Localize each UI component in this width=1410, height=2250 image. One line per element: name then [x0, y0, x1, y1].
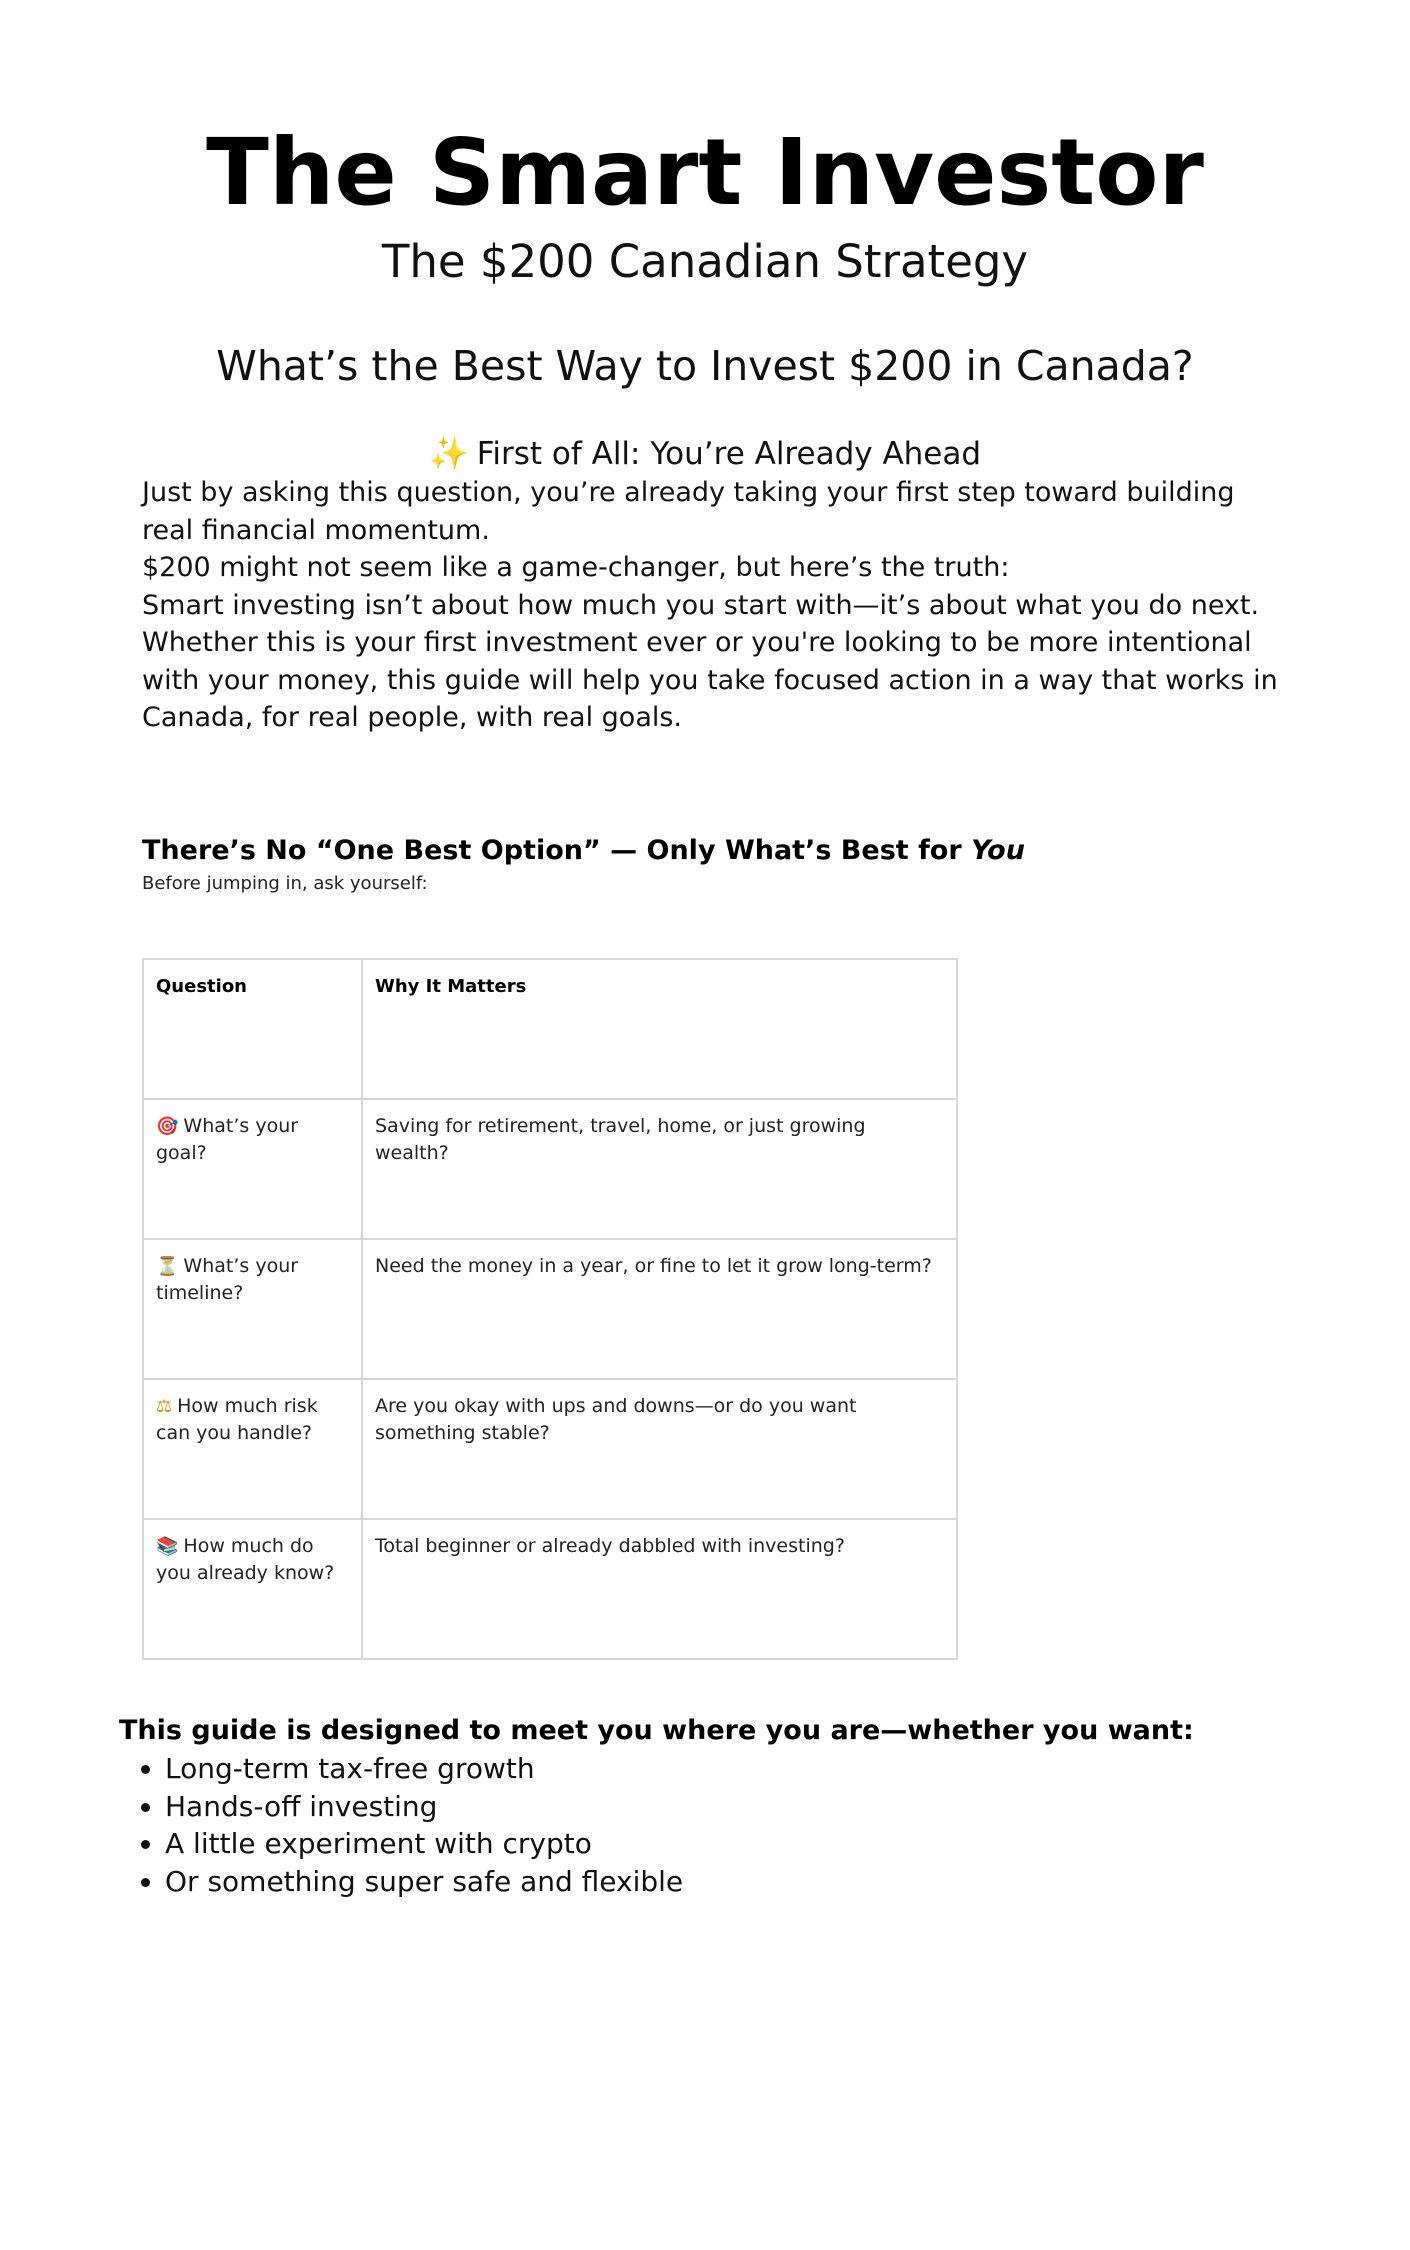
table-row — [143, 1239, 957, 1379]
books-icon: 📚 — [156, 1536, 179, 1557]
question-text: How much risk can you handle? — [156, 1395, 318, 1444]
sparkles-icon: ✨ — [428, 434, 469, 472]
page-subtitle: The $200 Canadian Strategy — [381, 235, 1029, 288]
page-title: The Smart Investor — [206, 119, 1204, 226]
table-row — [143, 1099, 957, 1239]
first-of-all-heading-text: First of All: You’re Already Ahead — [476, 436, 982, 472]
table-header-row — [143, 959, 957, 1099]
why-cell: Need the money in a year, or fine to let it grow long-term? — [362, 1239, 957, 1379]
intro-paragraph: Smart investing isn’t about how much you start with—it’s about what you do next. — [142, 589, 1260, 621]
best-option-heading-emphasis: You — [971, 835, 1025, 866]
question-cell — [143, 1379, 362, 1519]
question-cell — [143, 1239, 362, 1379]
intro-paragraph: $200 might not seem like a game-changer, but here’s the truth: — [142, 552, 1010, 583]
why-cell: Saving for retirement, travel, home, or just growing wealth? — [362, 1099, 957, 1239]
question-text: What’s your timeline? — [156, 1255, 299, 1304]
list-item: • Or something super safe and flexible — [165, 1863, 683, 1901]
hourglass-icon: ⏳ — [156, 1256, 179, 1277]
list-item: • Hands-off investing — [165, 1788, 683, 1826]
table-row — [143, 1519, 957, 1659]
first-of-all-heading — [0, 432, 1410, 475]
why-cell: Are you okay with ups and downs—or do you want something stable? — [362, 1379, 957, 1519]
target-icon: 🎯 — [156, 1116, 179, 1137]
guide-list — [119, 1750, 683, 1900]
list-item: • A little experiment with crypto — [165, 1825, 683, 1863]
best-option-heading-text: There’s No “One Best Option” — Only What’s Best for — [142, 835, 972, 866]
best-option-heading — [142, 832, 1242, 870]
question-text: What’s your goal? — [156, 1115, 299, 1164]
question-text: How much do you already know? — [156, 1535, 335, 1584]
question-cell — [143, 1099, 362, 1239]
column-header-why: Why It Matters — [362, 959, 957, 1099]
column-header-question: Question — [143, 959, 362, 1099]
intro-paragraph: Whether this is your first investment ever or you're looking to be more intentional with your money, this guide will help you take focused action in a way that works in Canada, for real people, with real goals. — [142, 627, 1278, 733]
main-question-heading: What’s the Best Way to Invest $200 in Canada? — [216, 342, 1194, 390]
intro-text — [142, 474, 1282, 737]
list-item: • Long-term tax-free growth — [165, 1750, 683, 1788]
question-cell — [143, 1519, 362, 1659]
best-option-subheading: Before jumping in, ask yourself: — [142, 873, 428, 894]
intro-paragraph: Just by asking this question, you’re already taking your first step toward building real financial momentum. — [142, 477, 1235, 546]
questions-table — [142, 958, 958, 1660]
why-cell: Total beginner or already dabbled with investing? — [362, 1519, 957, 1659]
table-row — [143, 1379, 957, 1519]
scale-icon: ⚖ — [156, 1396, 173, 1417]
guide-heading: This guide is designed to meet you where you are—whether you want: — [119, 1715, 1194, 1746]
